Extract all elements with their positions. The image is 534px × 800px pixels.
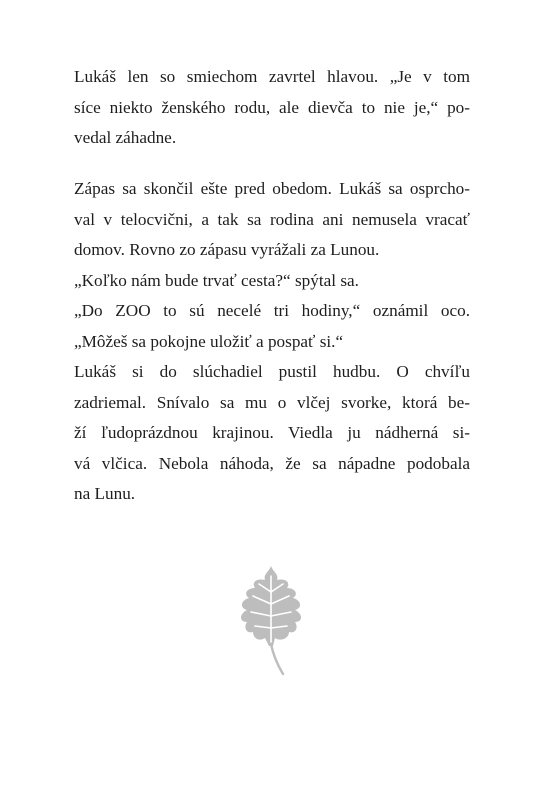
text-line: ží ľudoprázdnou krajinou. Viedla ju nádherná si- — [74, 423, 470, 442]
paragraph-1 — [74, 62, 470, 154]
text-line: na Lunu. — [74, 484, 136, 503]
leaf-icon — [233, 562, 309, 682]
text-line: vedal záhadne. — [74, 128, 177, 147]
text-line: vá vlčica. Nebola náhoda, že sa nápadne podobala — [74, 453, 470, 473]
text-line: domov. Rovno zo zápasu vyrážali za Lunou. — [74, 240, 380, 259]
text-line: zadriemal. Snívalo sa mu o vlčej svorke, ktorá be- — [74, 392, 470, 412]
text-line: síce niekto ženského rodu, ale dievča to nie je,“ po- — [74, 97, 470, 117]
paragraph-2 — [74, 174, 470, 510]
text-line: val v telocvični, a tak sa rodina ani nemusela vracať — [74, 209, 470, 229]
text-line: Zápas sa skončil ešte pred obedom. Lukáš sa osprcho- — [74, 179, 470, 198]
text-line: „Koľko nám bude trvať cesta?“ spýtal sa. — [74, 270, 359, 290]
text-line: Lukáš len so smiechom zavrtel hlavou. „Je v tom — [74, 67, 470, 86]
text-line: „Do ZOO to sú necelé tri hodiny,“ oznámil oco. — [74, 301, 470, 320]
text-line: „Môžeš sa pokojne uložiť a pospať si.“ — [74, 331, 344, 351]
text-line: Lukáš si do slúchadiel pustil hudbu. O chvíľu — [74, 362, 470, 381]
